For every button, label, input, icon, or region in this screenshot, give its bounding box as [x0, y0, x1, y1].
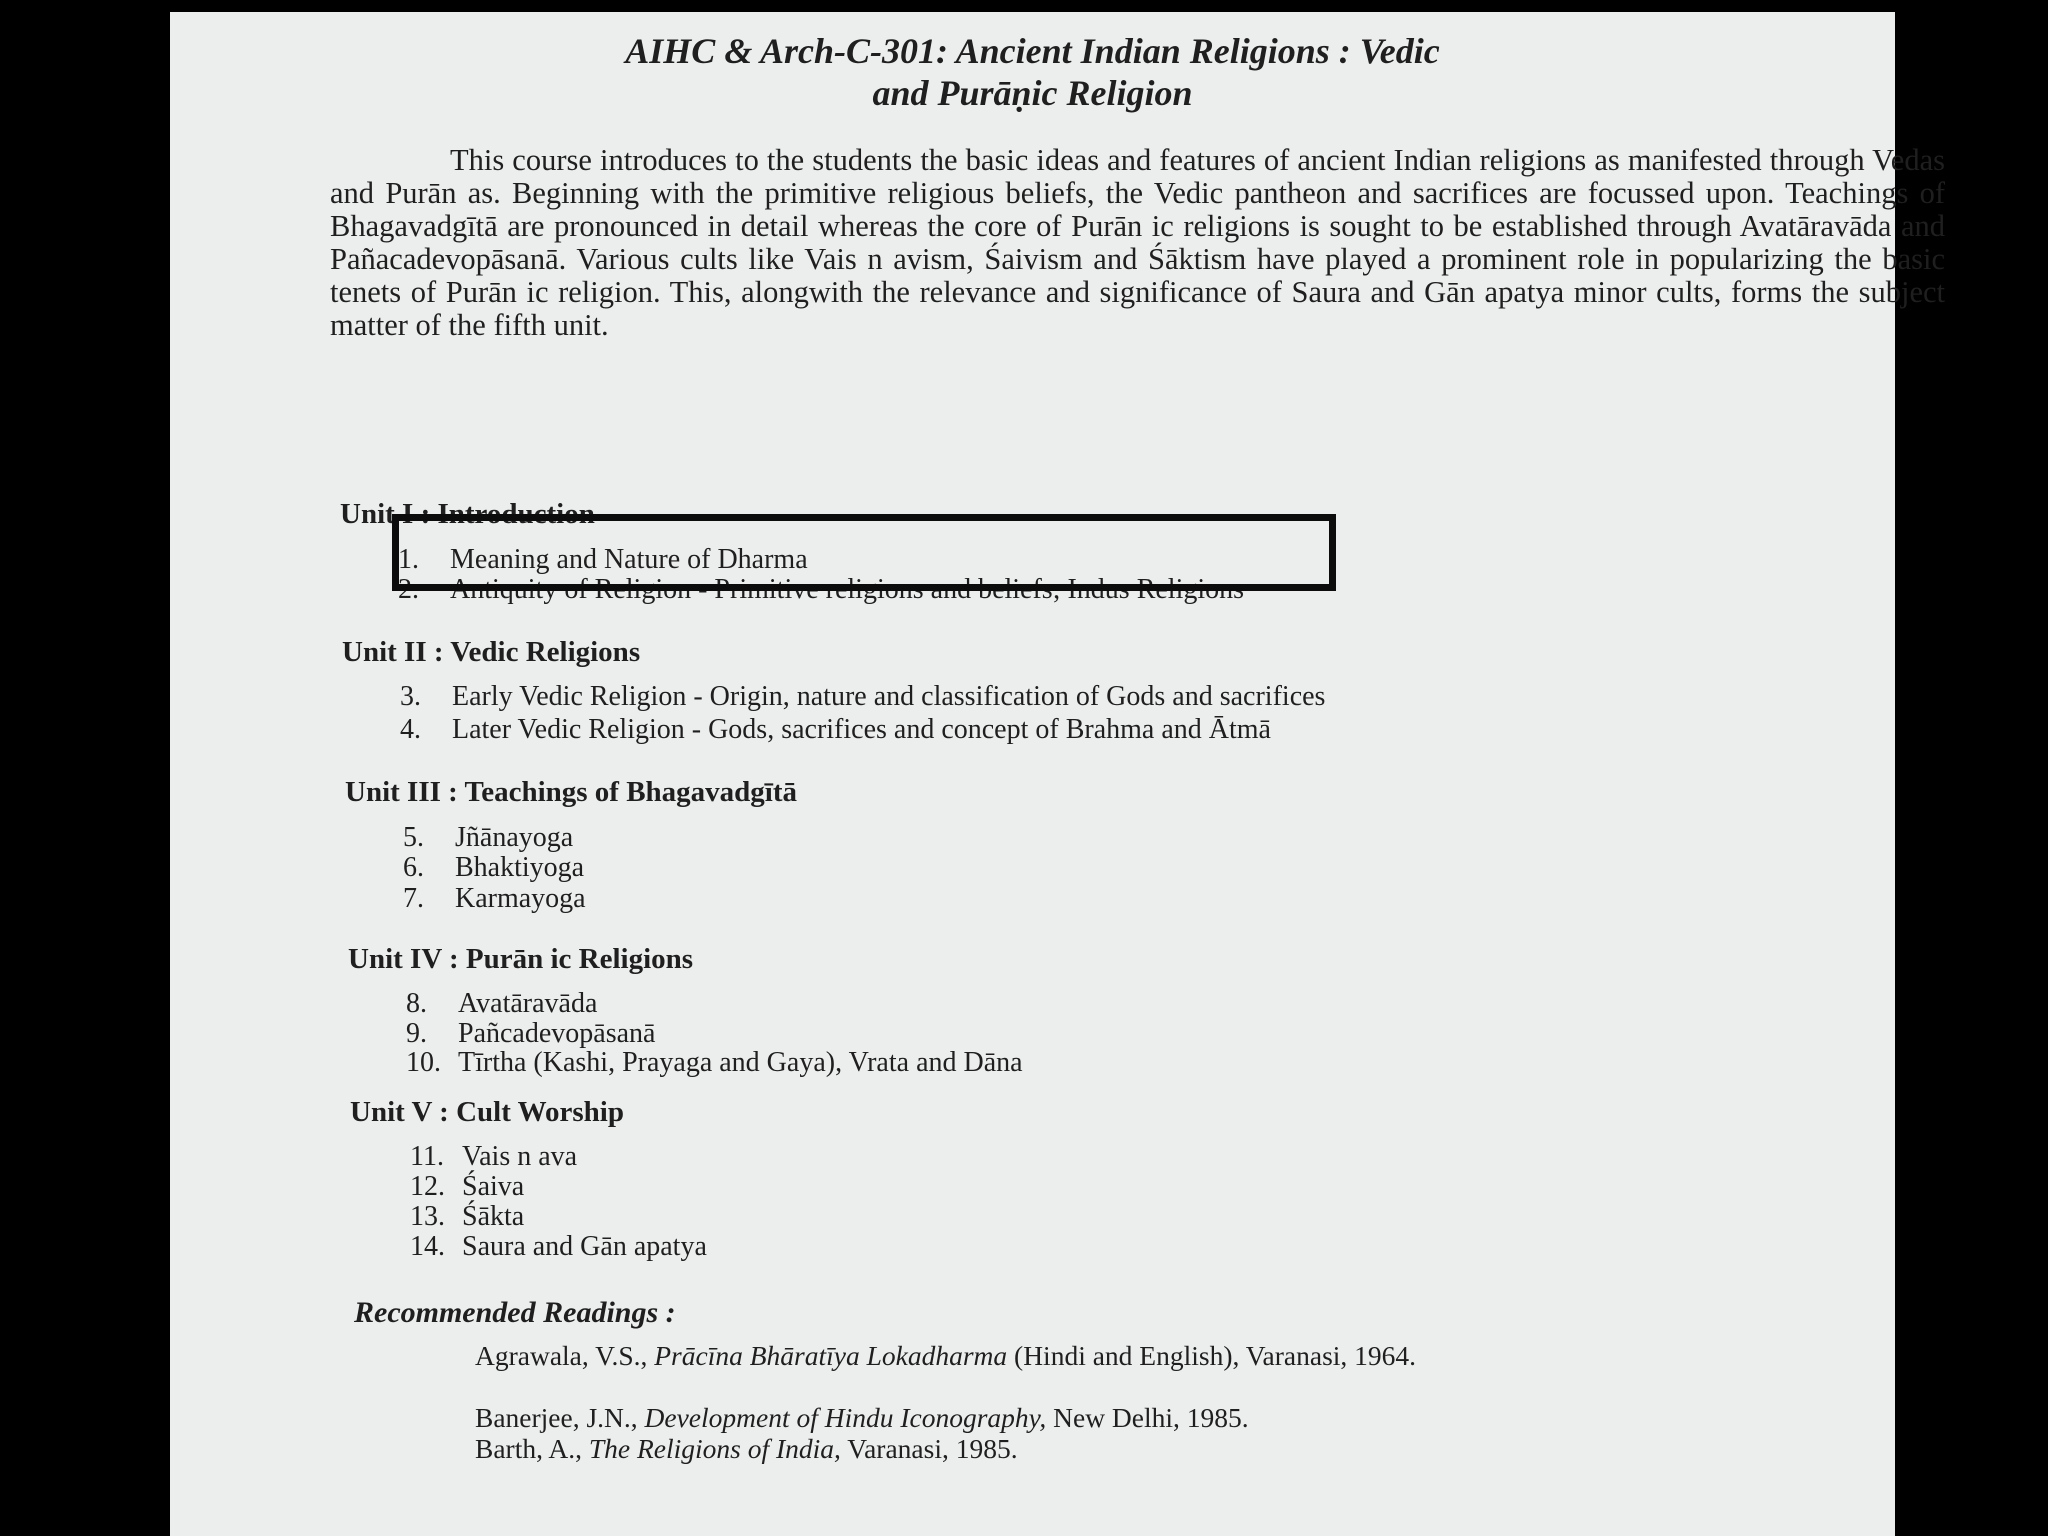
unit-5-heading: Unit V : Cult Worship [350, 1096, 624, 1128]
unit-item [410, 1142, 577, 1172]
item-text: Early Vedic Religion - Origin, nature and classification of Gods and sacrifices [452, 681, 1326, 712]
reading-entry [475, 1340, 1895, 1371]
unit-item [410, 1232, 707, 1262]
unit-item [403, 823, 573, 853]
item-text: Bhaktiyoga [455, 852, 585, 883]
item-text: Saura and Gān apatya [462, 1231, 707, 1262]
reading-entry [475, 1402, 1895, 1433]
course-introduction: This course introduces to the students the basic ideas and features of ancient Indian religions as manifested through Vedas and Purān as. Beginning with the primitive religious beliefs, the Vedic pantheon and sacrifices are focussed upon. Teachings of Bhagavadgītā are pronounced in detail whereas the core of Purān ic religions is sought to be established through Avatāravāda and Pañacadevopāsanā. Various cults like Vais n avism, Śaivism and Śāktism have played a prominent role in popularizing the basic tenets of Purān ic religion. This, alongwith the relevance and significance of Saura and Gān apatya minor cults, forms the subject matter of the fifth unit. [330, 143, 1945, 342]
item-number: 6. [403, 852, 424, 883]
course-title-line-2: and Purāṇic Religion [872, 73, 1193, 113]
course-title-line-1: AIHC & Arch-C-301: Ancient Indian Religions : Vedic [625, 31, 1440, 71]
reading-entry [475, 1433, 1895, 1464]
reading-author: Barth, A., [475, 1433, 589, 1464]
syllabus-page [170, 12, 1945, 1536]
item-text: Later Vedic Religion - Gods, sacrifices and concept of Brahma and Ātmā [452, 714, 1271, 745]
item-text: Avatāravāda [458, 988, 598, 1019]
highlight-box [392, 514, 1336, 591]
item-number: 2. [398, 574, 419, 605]
reading-title: The Religions of India, [588, 1433, 841, 1464]
item-text: Tīrtha (Kashi, Prayaga and Gaya), Vrata and Dāna [458, 1047, 1023, 1078]
item-text: Karmayoga [455, 883, 586, 914]
item-text: Vais n ava [462, 1141, 578, 1172]
reading-author: Banerjee, J.N., [475, 1402, 645, 1433]
item-number: 7. [403, 883, 424, 914]
unit-1-heading: Unit I : Introduction [340, 498, 595, 530]
unit-item [406, 1019, 655, 1049]
unit-2-heading: Unit II : Vedic Religions [342, 636, 641, 668]
reading-publication: (Hindi and English), Varanasi, 1964. [1007, 1340, 1417, 1371]
item-number: 3. [400, 681, 421, 712]
item-text: Śaiva [462, 1171, 525, 1202]
unit-item [403, 884, 586, 914]
item-number: 14. [410, 1231, 445, 1262]
item-text: Meaning and Nature of Dharma [450, 544, 808, 575]
unit-item [400, 682, 1325, 712]
unit-item [400, 715, 1271, 745]
item-text: Antiquity of Religion - Primitive religions and beliefs; Indus Religions [450, 574, 1245, 605]
unit-3-heading: Unit III : Teachings of Bhagavadgītā [345, 776, 798, 808]
item-number: 11. [410, 1141, 444, 1172]
reading-publication: Varanasi, 1985. [840, 1433, 1018, 1464]
item-text: Pañcadevopāsanā [458, 1018, 656, 1049]
item-text: Jñānayoga [455, 822, 574, 853]
unit-item [410, 1202, 524, 1232]
item-number: 8. [406, 988, 427, 1019]
unit-item [403, 853, 584, 883]
recommended-readings-heading: Recommended Readings : [354, 1296, 676, 1329]
item-number: 4. [400, 714, 421, 745]
item-number: 9. [406, 1018, 427, 1049]
item-number: 5. [403, 822, 424, 853]
reading-publication: New Delhi, 1985. [1046, 1402, 1249, 1433]
unit-item [410, 1172, 524, 1202]
item-number: 1. [398, 544, 419, 575]
unit-4-heading: Unit IV : Purān ic Religions [348, 943, 694, 975]
item-text: Śākta [462, 1201, 525, 1232]
reading-title: Prācīna Bhāratīya Lokadharma [654, 1340, 1008, 1371]
unit-item [406, 989, 597, 1019]
item-number: 12. [410, 1171, 445, 1202]
reading-title: Development of Hindu Iconography, [644, 1402, 1047, 1433]
reading-author: Agrawala, V.S., [475, 1340, 655, 1371]
course-title [170, 30, 1895, 114]
item-number: 13. [410, 1201, 445, 1232]
unit-item [406, 1048, 1023, 1078]
item-number: 10. [406, 1047, 441, 1078]
